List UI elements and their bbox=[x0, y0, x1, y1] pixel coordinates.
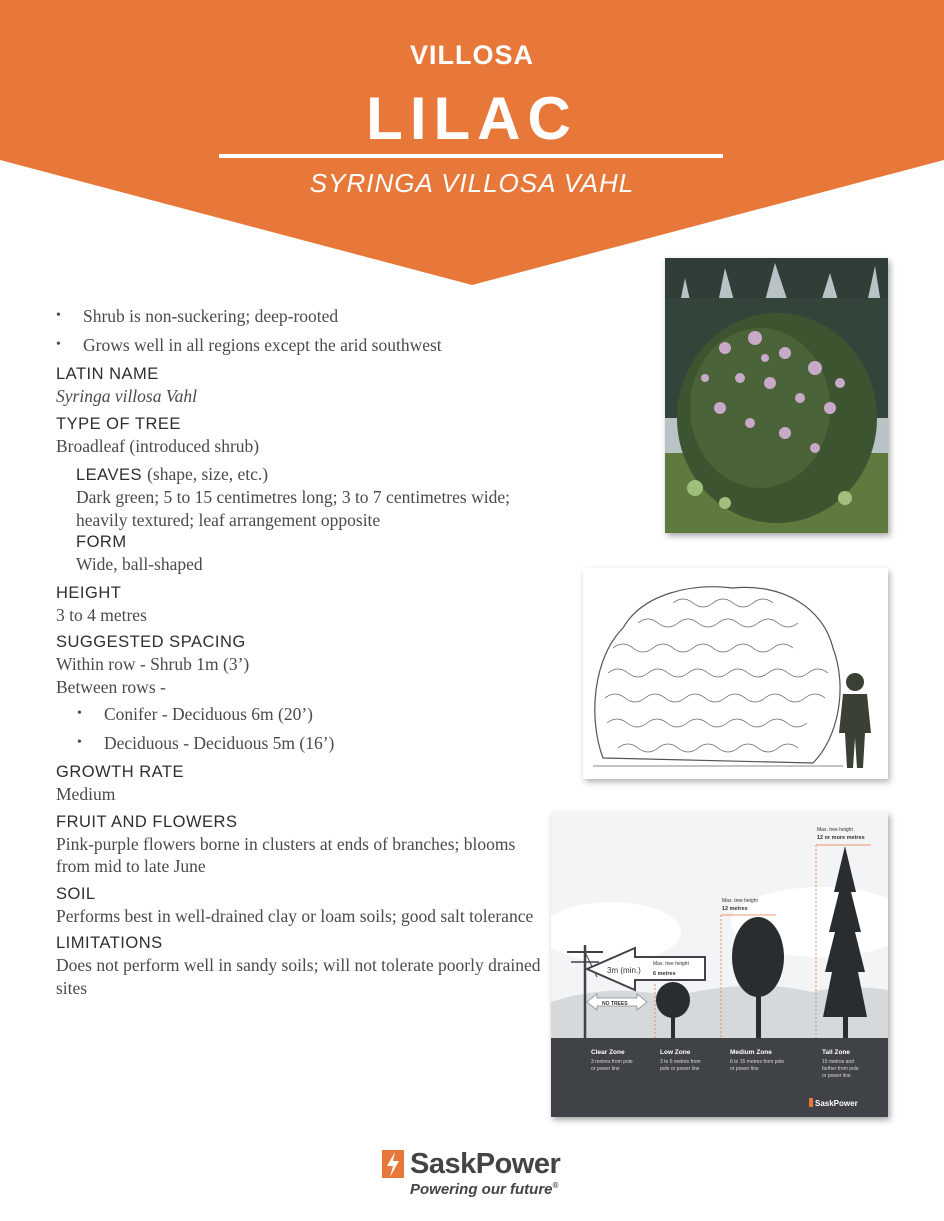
tall-max-label: Max. tree height bbox=[817, 827, 853, 833]
zone-name: Medium Zone bbox=[730, 1049, 772, 1056]
no-trees-label: NO TREES bbox=[602, 1001, 628, 1007]
leaves-section bbox=[56, 463, 546, 576]
type-value: Broadleaf (introduced shrub) bbox=[56, 435, 260, 456]
arrow-label: 3m (min.) bbox=[607, 966, 641, 975]
zone-desc: or power line bbox=[822, 1073, 851, 1079]
logo-tagline bbox=[410, 1181, 558, 1198]
soil-heading: SOIL bbox=[56, 884, 96, 903]
fruit-value: Pink-purple flowers borne in clusters at ends of branches; blooms from mid to late June bbox=[56, 833, 516, 876]
low-max-label: Max. tree height bbox=[653, 961, 689, 967]
height-value: 3 to 4 metres bbox=[56, 604, 147, 625]
zone-desc: or power line bbox=[591, 1066, 620, 1072]
medium-max-label: Max. tree height bbox=[722, 898, 758, 904]
spacing-between-rows: Between rows - bbox=[56, 676, 166, 697]
logo-name: SaskPower bbox=[410, 1148, 561, 1180]
height-heading: HEIGHT bbox=[56, 583, 122, 602]
zone-desc: 6 to 15 metres from pole bbox=[730, 1059, 785, 1065]
fruit-heading: FRUIT AND FLOWERS bbox=[56, 812, 238, 831]
medium-max-value: 12 metres bbox=[722, 906, 748, 912]
spacing-list bbox=[56, 703, 546, 755]
list-item: • Conifer - Deciduous 6m (20’) bbox=[77, 703, 546, 726]
form-value: Wide, ball-shaped bbox=[76, 554, 203, 574]
zone-desc: farther from pole bbox=[822, 1066, 859, 1072]
limitations-heading: LIMITATIONS bbox=[56, 934, 163, 952]
zone-desc: 15 metres and bbox=[822, 1059, 854, 1065]
latin-title: SYRINGA VILLOSA VAHL bbox=[309, 168, 635, 198]
leaves-note: (shape, size, etc.) bbox=[147, 464, 269, 484]
registered-mark: ® bbox=[552, 1181, 559, 1190]
species-details bbox=[56, 305, 546, 999]
soil-value: Performs best in well-drained clay or loam soils; good salt tolerance bbox=[56, 905, 534, 926]
list-item: • Deciduous - Deciduous 5m (16’) bbox=[77, 732, 546, 755]
zone-desc: pole or power line bbox=[660, 1066, 700, 1072]
page-subtitle: VILLOSA bbox=[409, 40, 534, 70]
key-facts-list bbox=[56, 305, 546, 357]
list-item: • Grows well in all regions except the arid southwest bbox=[56, 334, 546, 357]
form-heading: FORM bbox=[76, 533, 127, 551]
latin-name-value: Syringa villosa Vahl bbox=[56, 386, 197, 406]
latin-name-heading: LATIN NAME bbox=[56, 365, 159, 383]
shrub-photo bbox=[665, 258, 888, 533]
diagram-brand: SaskPower bbox=[815, 1099, 858, 1108]
tall-max-value: 12 or more metres bbox=[817, 835, 865, 841]
leaves-heading-text: LEAVES bbox=[76, 466, 142, 484]
spacing-within-row: Within row - Shrub 1m (3’) bbox=[56, 654, 250, 674]
limitations-value: Does not perform well in sandy soils; will not tolerate poorly drained sites bbox=[56, 955, 541, 998]
zone-name: Tall Zone bbox=[822, 1049, 851, 1056]
leaves-heading bbox=[76, 463, 546, 486]
zone-desc: 3 to 6 metres from bbox=[660, 1059, 701, 1065]
shrub-sketch bbox=[583, 568, 888, 779]
zone-name: Clear Zone bbox=[591, 1049, 625, 1056]
title-divider bbox=[219, 154, 723, 158]
zone-name: Low Zone bbox=[660, 1049, 691, 1056]
leaves-value: Dark green; 5 to 15 centimetres long; 3 to 7 centimetres wide; heavily textured; leaf arrangement opposite bbox=[76, 487, 510, 530]
type-heading: TYPE OF TREE bbox=[56, 414, 181, 433]
zone-desc: 3 metres from pole bbox=[591, 1059, 633, 1065]
tagline-text: Powering our future bbox=[410, 1181, 553, 1198]
brand-mark-icon bbox=[809, 1098, 813, 1107]
growth-value: Medium bbox=[56, 784, 116, 804]
list-item: • Shrub is non-suckering; deep-rooted bbox=[56, 305, 546, 328]
growth-heading: GROWTH RATE bbox=[56, 763, 185, 781]
header-banner bbox=[0, 0, 944, 285]
planting-zones-diagram bbox=[551, 812, 888, 1117]
low-max-value: 6 metres bbox=[653, 971, 676, 977]
zone-desc: or power line bbox=[730, 1066, 759, 1072]
spacing-heading: SUGGESTED SPACING bbox=[56, 633, 246, 651]
lightning-icon bbox=[382, 1150, 404, 1182]
page-title: LILAC bbox=[366, 85, 578, 152]
saskpower-logo bbox=[380, 1148, 570, 1204]
